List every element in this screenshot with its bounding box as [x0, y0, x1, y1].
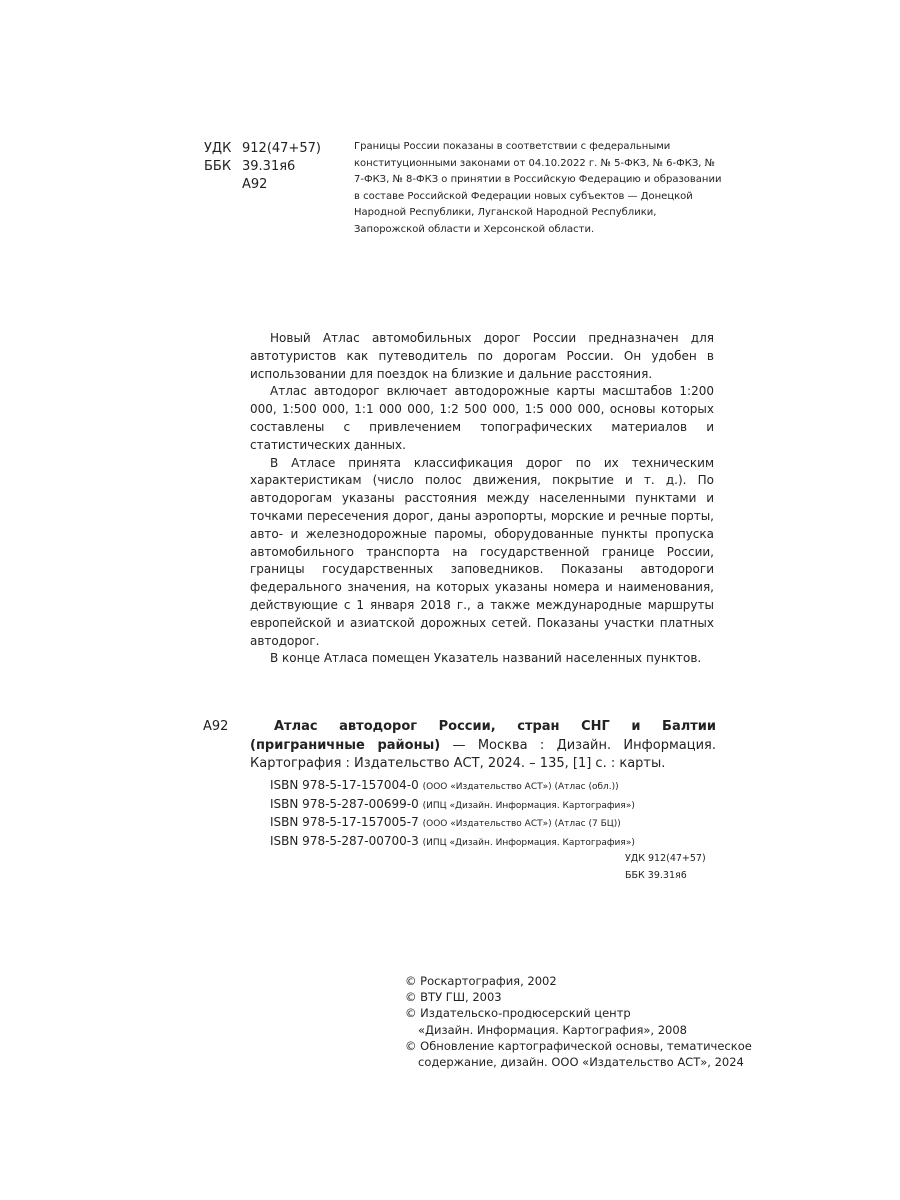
border-note: Границы России показаны в соответствии с федеральными конституционными законами от 04.10.2022 г. № 5-ФКЗ, № 6-ФКЗ, № 7-ФКЗ, № 8-ФКЗ о принятии в Российскую Федерацию и образовании в составе Российской Федерации новых субъектов — Донецкой Народной Республики, Луганской Народной Республики, Запорожской области и Херсонской области. — [354, 141, 722, 235]
isbn-group-2 — [270, 814, 635, 852]
catalog-title: Атлас автодорог России, стран СНГ и Балтии (приграничные районы) — [250, 719, 716, 753]
isbn-number: ISBN 978-5-17-157004-0 — [270, 778, 419, 792]
copyright-line: © Издательско-продюсерский центр — [405, 1006, 631, 1021]
isbn-publisher: (ООО «Издательство АСТ») (Атлас (7 БЦ)) — [422, 819, 621, 829]
isbn-number: ISBN 978-5-287-00700-3 — [270, 834, 419, 848]
catalog-author-mark: А92 — [203, 719, 229, 734]
isbn-group-1 — [270, 777, 635, 815]
udk-value: 912(47+57) — [242, 141, 321, 156]
copyright-line: «Дизайн. Информация. Картография», 2008 — [418, 1022, 687, 1037]
isbn-line — [270, 796, 635, 815]
bbk-value: 39.31я6 — [242, 159, 296, 174]
author-mark-value: А92 — [242, 177, 268, 192]
isbn-line — [270, 777, 635, 796]
atlas-description — [250, 330, 714, 668]
description-paragraph: Новый Атлас автомобильных дорог России предназначен для автотуристов как путеводитель по дорогам России. Он удобен в использовании для поездок на близкие и дальние расстояния. — [250, 331, 714, 381]
description-paragraph: В конце Атласа помещен Указатель названий населенных пунктов. — [270, 651, 702, 666]
bbk-label: ББК — [204, 159, 232, 174]
isbn-line — [270, 814, 635, 833]
author-mark-label — [204, 176, 242, 194]
isbn-publisher: (ИПЦ «Дизайн. Информация. Картография») — [422, 838, 635, 848]
copyright-line: © ВТУ ГШ, 2003 — [405, 990, 502, 1005]
bbk-row — [204, 158, 321, 176]
copyright-line: содержание, дизайн. ООО «Издательство АСТ», 2024 — [418, 1055, 744, 1070]
isbn-publisher: (ИПЦ «Дизайн. Информация. Картография») — [422, 801, 635, 811]
udk-label: УДК — [204, 141, 232, 156]
author-mark-row — [204, 176, 321, 194]
copyright-line: © Роскартография, 2002 — [405, 974, 557, 988]
udk-row — [204, 140, 321, 158]
description-paragraph: В Атласе принята классификация дорог по их техническим характеристикам (число полос движения, покрытие и т. д.). По автодорогам указаны расстояния между населенными пунктами и точками пересечения дорог, даны аэропорты, морские и речные порты, авто- и железнодорожные паромы, оборудованные пункты пропуска автомобильного транспорта на государственной границе России, границы государственных заповедников. Показаны автодороги федерального значения, на которых указаны номера и наименования, действующие с 1 января 2018 г., а также международные маршруты европейской и азиатской дорожных сетей. Показаны участки платных автодорог. — [250, 455, 714, 648]
isbn-publisher: (ООО «Издательство АСТ») (Атлас (обл.)) — [422, 782, 619, 792]
isbn-number: ISBN 978-5-17-157005-7 — [270, 815, 419, 829]
catalog-imprint: — Москва : Дизайн. Информация. Картография : Издательство АСТ, 2024. – 135, [1] с. : карты. — [250, 737, 716, 771]
copyright-block — [405, 973, 752, 1070]
catalog-udk: УДК 912(47+57) — [625, 853, 706, 864]
description-paragraph: Атлас автодорог включает автодорожные карты масштабов 1:200 000, 1:500 000, 1:1 000 000, 1:2 500 000, 1:5 000 000, основы которых составлены с привлечением топографических материалов и статистических данных. — [250, 384, 714, 452]
isbn-line — [270, 833, 635, 852]
catalog-record — [250, 718, 716, 774]
copyright-line: © Обновление картографической основы, тематическое — [405, 1038, 752, 1053]
isbn-number: ISBN 978-5-287-00699-0 — [270, 797, 419, 811]
classification-codes — [204, 140, 321, 194]
catalog-bbk: ББК 39.31я6 — [625, 870, 687, 881]
